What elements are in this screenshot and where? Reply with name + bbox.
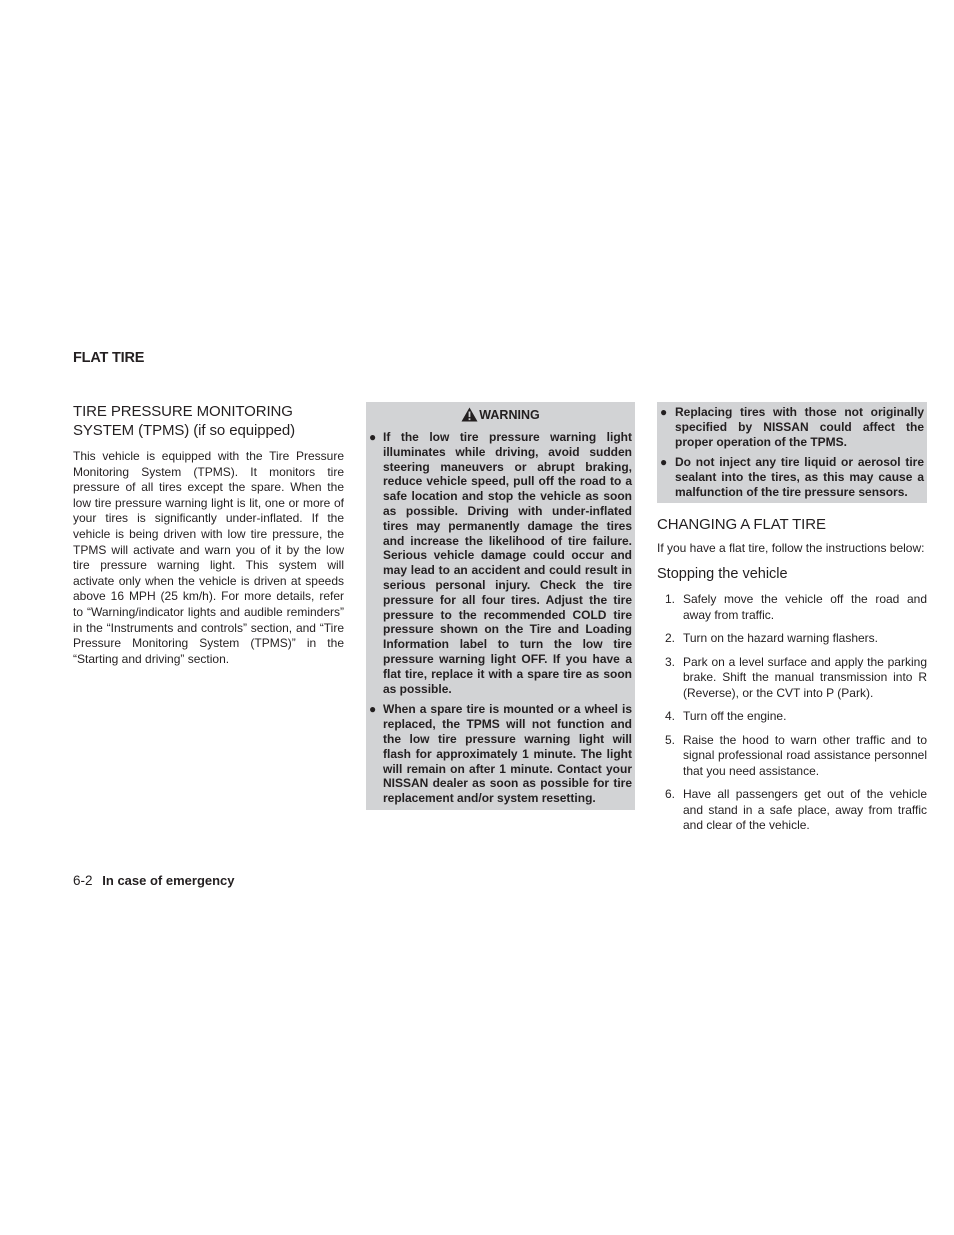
warning-item: ● Replacing tires with those not originally specified by NISSAN could affect the proper operation of the TPMS. [660,405,924,449]
column-tpms [73,402,344,667]
bullet-icon: ● [369,430,377,444]
section-title: FLAT TIRE [73,350,145,366]
list-item: 5. Raise the hood to warn other traffic and to signal professional road assistance personnel that you need assistance. [665,732,927,778]
warning-item: ● Do not inject any tire liquid or aerosol tire sealant into the tires, as this may cause a malfunction of the tire pressure sensors. [660,455,924,499]
list-item: 2. Turn on the hazard warning flashers. [665,631,878,646]
warning-box [366,402,635,810]
bullet-icon: ● [369,702,377,717]
tpms-heading: TIRE PRESSURE MONITORING SYSTEM (TPMS) (if so equipped) [73,403,296,439]
page-number: 6-2 [73,873,93,888]
warning-item: ● When a spare tire is mounted or a wheel is replaced, the TPMS will not function and the low tire pressure warning light will flash for approximately 1 minute. The light will remain on after 1 minute. Contact your NISSAN dealer as soon as possible for tire replacement and/or system resetting. [369,702,632,806]
steps-list [657,592,927,834]
changing-heading: CHANGING A FLAT TIRE [657,515,826,533]
warning-list [369,430,632,806]
page-footer [73,872,235,890]
stopping-heading: Stopping the vehicle [657,566,788,583]
warning-triangle-icon [461,407,478,426]
tpms-body: This vehicle is equipped with the Tire Pressure Monitoring System (TPMS). It monitors tire pressure of all tires except the spare. When the low tire pressure warning light is lit, one or more of your tires is significantly under-inflated. If the vehicle is being driven with low tire pressure, the TPMS will activate and warn you of it by the low tire pressure warning light. This system will activate only when the vehicle is driven at speeds above 16 MPH (25 km/h). For more details, refer to “Warning/indicator lights and audible reminders” in the “Instruments and controls” section, and “Tire Pressure Monitoring System (TPMS)” in the “Starting and driving” section. [73,449,344,666]
list-item: 4. Turn off the engine. [665,709,787,724]
warning-item: ● If the low tire pressure warning light illuminates while driving, avoid sudden steering maneuvers or abrupt braking, reduce vehicle speed, pull off the road to a safe location and stop the vehicle as soon as possible. Driving with under-inflated tires may permanently damage the tires and increase the likelihood of tire failure. Serious vehicle damage could occur and may lead to an accident and could result in serious personal injury. Check the tire pressure for all four tires. Adjust the tire pressure to the recommended COLD tire pressure shown on the Tire and Loading Information label to turn the low tire pressure warning light OFF. If you have a flat tire, replace it with a spare tire as soon as possible. [369,430,632,696]
list-item: 1. Safely move the vehicle off the road and away from traffic. [665,592,927,622]
warning-title: WARNING [479,408,540,422]
bullet-icon: ● [660,455,668,470]
chapter-title: In case of emergency [102,873,235,888]
changing-intro: If you have a flat tire, follow the instructions below: [657,540,925,555]
bullet-icon: ● [660,405,668,419]
column-changing [657,402,927,842]
warning-list-continued [660,405,924,500]
list-item: 3. Park on a level surface and apply the parking brake. Shift the manual transmission into R (Reverse), or the CVT into P (Park). [665,654,927,700]
list-item: 6. Have all passengers get out of the vehicle and stand in a safe place, away from traffic and clear of the vehicle. [665,787,927,833]
warning-header [369,406,632,430]
warning-box-continued [657,402,927,503]
column-warning [366,402,635,810]
